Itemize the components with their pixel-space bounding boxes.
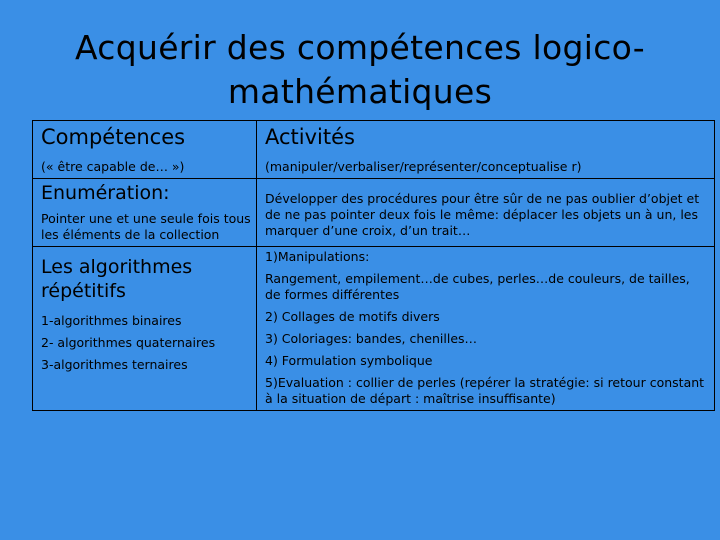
algorithm-item: 2- algorithmes quaternaires	[41, 335, 216, 350]
title-line-2: mathématiques	[227, 72, 493, 111]
competence-heading: Enumération:	[41, 182, 170, 204]
activity-item: 2) Collages de motifs divers	[265, 309, 440, 324]
competence-detail: Pointer une et une seule fois tous les éléments de la collection	[41, 211, 251, 242]
algorithm-item: 1-algorithmes binaires	[41, 313, 182, 328]
algorithm-item: 3-algorithmes ternaires	[41, 357, 188, 372]
activity-item: 4) Formulation symbolique	[265, 353, 433, 368]
header-cell-activites	[257, 121, 715, 179]
activity-cell	[257, 179, 715, 247]
competence-heading: Les algorithmes répétitifs	[41, 256, 193, 302]
slide-title	[40, 26, 680, 114]
subheader-competences: (« être capable de… »)	[41, 159, 185, 174]
activity-text: Développer des procédures pour être sûr de ne pas oublier d’objet et de ne pas pointer deux fois le même: déplacer les objets un à un, les marquer d’une croix, d’un trait…	[265, 191, 700, 238]
header-label-activites: Activités	[265, 125, 355, 149]
activity-item: 3) Coloriages: bandes, chenilles…	[265, 331, 478, 346]
subheader-activites: (manipuler/verbaliser/représenter/conceptualise r)	[265, 159, 582, 174]
title-line-1: Acquérir des compétences logico-	[75, 28, 645, 67]
table-row	[33, 247, 715, 411]
competence-cell	[33, 179, 257, 247]
activity-item: 1)Manipulations:	[265, 249, 370, 264]
table-row	[33, 179, 715, 247]
competences-table	[32, 120, 715, 411]
competence-cell	[33, 247, 257, 411]
table-header-row	[33, 121, 715, 179]
header-label-competences: Compétences	[41, 125, 186, 149]
activity-item: 5)Evaluation : collier de perles (repérer la stratégie: si retour constant à la situation de départ : maîtrise insuffisante)	[265, 375, 705, 406]
activity-item: Rangement, empilement…de cubes, perles…de couleurs, de tailles, de formes différentes	[265, 271, 690, 302]
activity-cell	[257, 247, 715, 411]
header-cell-competences	[33, 121, 257, 179]
